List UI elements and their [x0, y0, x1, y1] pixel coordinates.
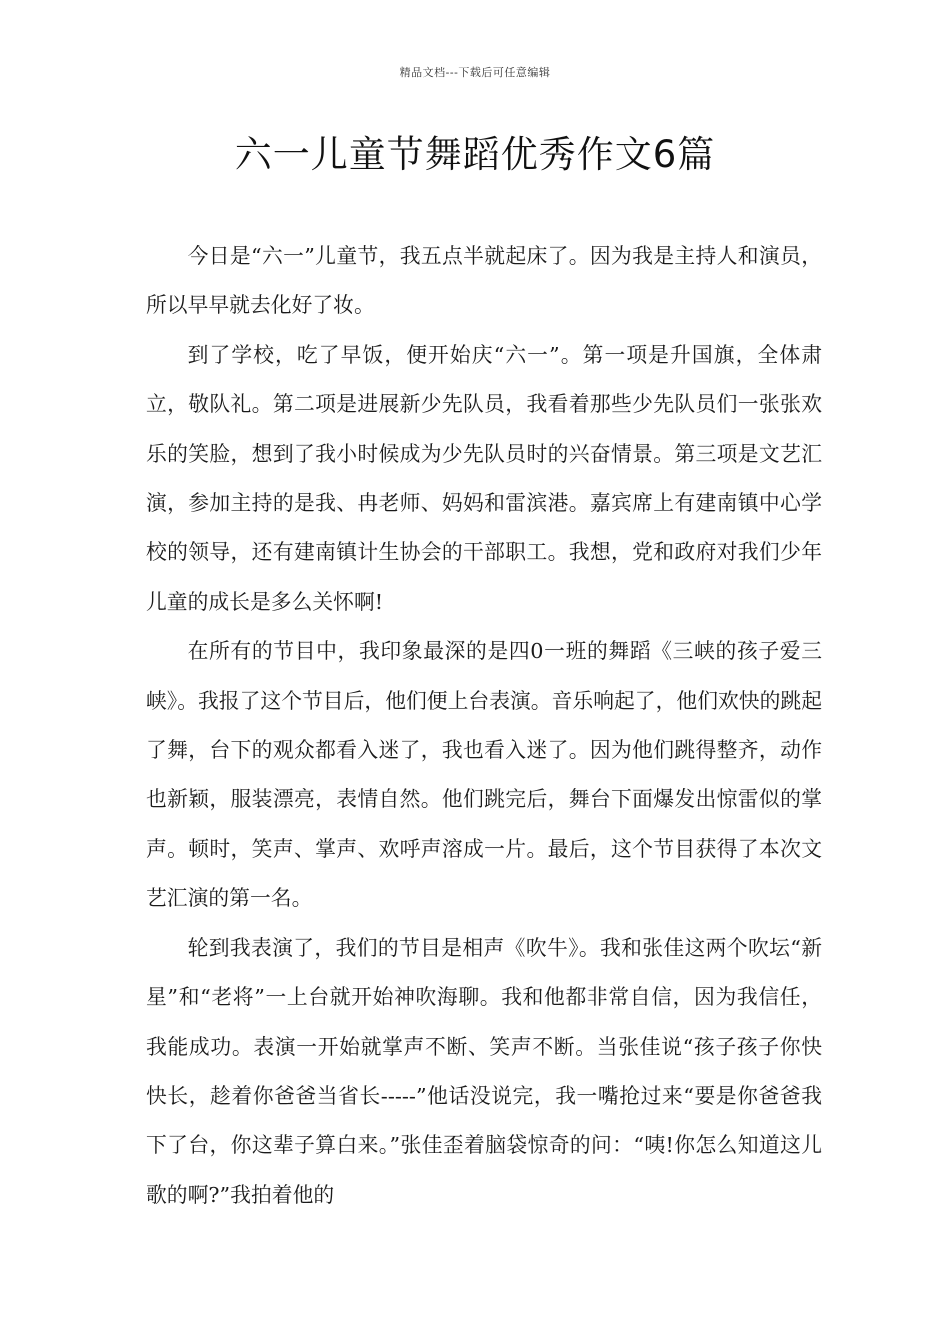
header-note: 精品文档---下载后可任意编辑 — [399, 66, 551, 79]
paragraph-3: 在所有的节目中，我印象最深的是四0一班的舞蹈《三峡的孩子爱三峡》。我报了这个节目后，他们便上台表演。音乐响起了，他们欢快的跳起了舞，台下的观众都看入迷了，我也看入迷了。因为他们跳得整齐，动作也新颖，服装漂亮，表情自然。他们跳完后，舞台下面爆发出惊雷似的掌声。顿时，笑声、掌声、欢呼声溶成一片。最后，这个节目获得了本次文艺汇演的第一名。 — [146, 639, 822, 911]
paragraph-4: 轮到我表演了，我们的节目是相声《吹牛》。我和张佳这两个吹坛“新星”和“老将”一上台就开始神吹海聊。我和他都非常自信，因为我信任，我能成功。表演一开始就掌声不断、笑声不断。当张佳说“孩子孩子你快快长，趁着你爸爸当省长-----”他话没说完，我一嘴抢过来“要是你爸爸我下了台，你这辈子算白来。”张佳歪着脑袋惊奇的问：“咦!你怎么知道这儿歌的啊?”我拍着他的 — [146, 935, 822, 1207]
paragraph-1: 今日是“六一”儿童节，我五点半就起床了。因为我是主持人和演员，所以早早就去化好了妆。 — [146, 244, 822, 318]
document-body — [146, 232, 822, 1220]
document-title: 六一儿童节舞蹈优秀作文6篇 — [234, 133, 716, 176]
paragraph-2: 到了学校，吃了早饭，便开始庆“六一”。第一项是升国旗，全体肃立，敬队礼。第二项是进展新少先队员，我看着那些少先队员们一张张欢乐的笑脸，想到了我小时候成为少先队员时的兴奋情景。第三项是文艺汇演，参加主持的是我、冉老师、妈妈和雷滨港。嘉宾席上有建南镇中心学校的领导，还有建南镇计生协会的干部职工。我想，党和政府对我们少年儿童的成长是多么关怀啊! — [146, 342, 822, 614]
